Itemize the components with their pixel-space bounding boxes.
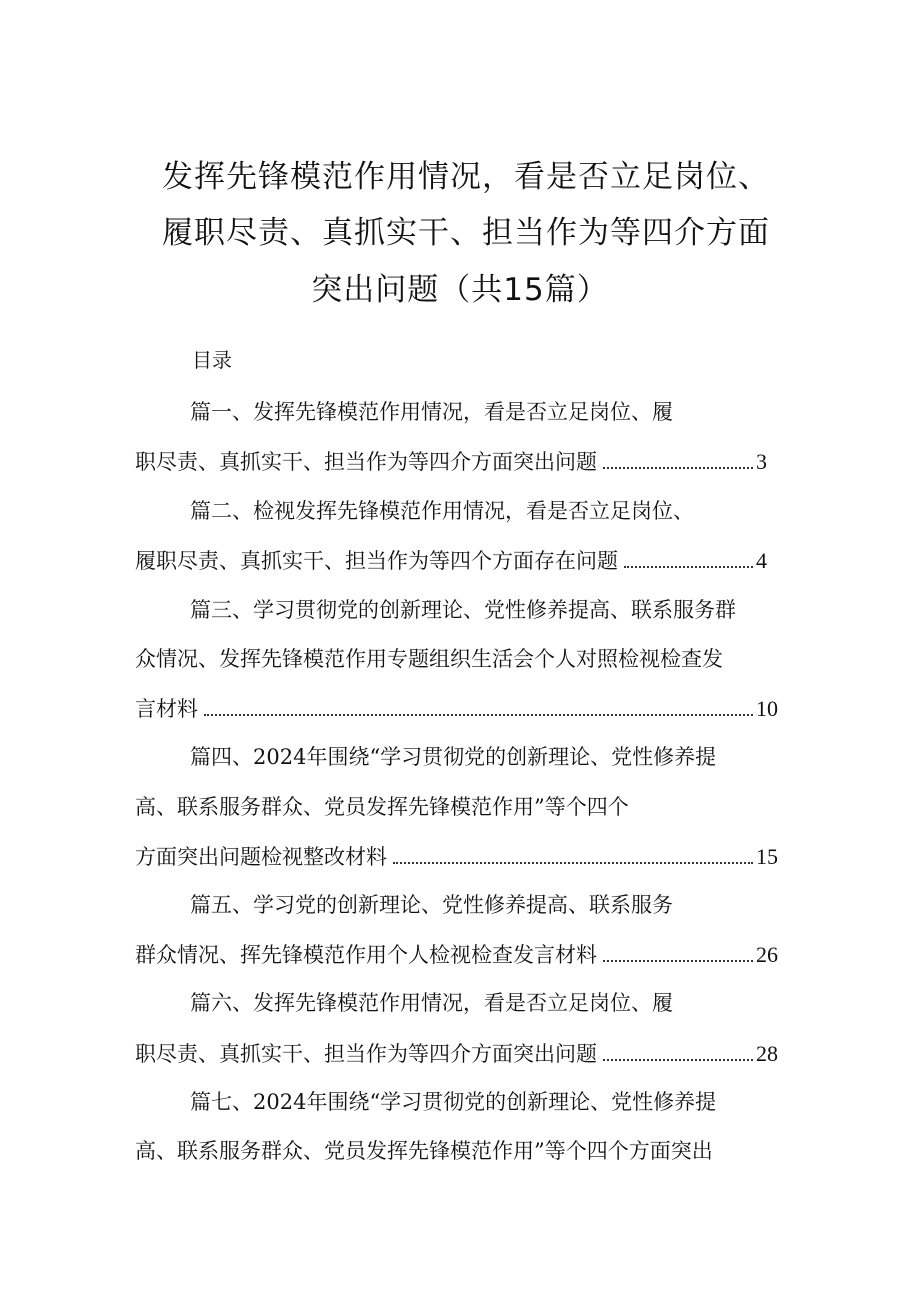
toc-entry-3-line-1[interactable]: 篇三、学习贯彻党的创新理论、党性修养提高、联系服务群 bbox=[190, 598, 736, 622]
toc-entry-4-text: 方面突出问题检视整改材料 bbox=[135, 845, 387, 869]
toc-entry-1-page: 3 bbox=[756, 449, 767, 474]
document-title-line-3: 突出问题（共15篇） bbox=[311, 272, 609, 308]
toc-leader-dots bbox=[624, 566, 753, 568]
toc-entry-3-last-line[interactable] bbox=[135, 698, 778, 720]
toc-entry-4-page: 15 bbox=[756, 844, 778, 869]
document-title-line-1: 发挥先锋模范作用情况，看是否立足岗位、 bbox=[162, 159, 770, 195]
toc-entry-5-line-1[interactable]: 篇五、学习党的创新理论、党性修养提高、联系服务 bbox=[190, 893, 673, 917]
toc-entry-6-text: 职尽责、真抓实干、担当作为等四介方面突出问题 bbox=[135, 1042, 597, 1066]
toc-leader-dots bbox=[393, 862, 753, 864]
toc-entry-3-text: 言材料 bbox=[135, 697, 198, 721]
toc-entry-2-text: 履职尽责、真抓实干、担当作为等四个方面存在问题 bbox=[135, 549, 618, 573]
toc-entry-5-text: 群众情况、挥先锋模范作用个人检视检查发言材料 bbox=[135, 943, 597, 967]
toc-entry-5-last-line[interactable] bbox=[135, 944, 778, 966]
toc-entry-4-line-1[interactable]: 篇四、2024年围绕“学习贯彻党的创新理论、党性修养提 bbox=[190, 745, 717, 769]
toc-entry-7-line-1[interactable]: 篇七、2024年围绕“学习贯彻党的创新理论、党性修养提 bbox=[190, 1090, 717, 1114]
toc-entry-1-last-line[interactable] bbox=[135, 451, 767, 473]
toc-entry-2-last-line[interactable] bbox=[135, 550, 767, 572]
toc-entry-2-page: 4 bbox=[756, 548, 767, 573]
toc-leader-dots bbox=[603, 467, 753, 469]
toc-leader-dots bbox=[204, 714, 753, 716]
toc-entry-6-last-line[interactable] bbox=[135, 1043, 778, 1065]
toc-entry-6-line-1[interactable]: 篇六、发挥先锋模范作用情况，看是否立足岗位、履 bbox=[190, 991, 673, 1015]
toc-entry-1-text: 职尽责、真抓实干、担当作为等四介方面突出问题 bbox=[135, 450, 597, 474]
toc-entry-7-line-2[interactable]: 高、联系服务群众、党员发挥先锋模范作用”等个四个方面突出 bbox=[135, 1139, 713, 1163]
toc-leader-dots bbox=[603, 1059, 753, 1061]
toc-entry-6-page: 28 bbox=[756, 1041, 778, 1066]
toc-entry-1-line-1[interactable]: 篇一、发挥先锋模范作用情况，看是否立足岗位、履 bbox=[190, 400, 673, 424]
document-title-line-2: 履职尽责、真抓实干、担当作为等四介方面 bbox=[162, 215, 770, 251]
toc-entry-2-line-1[interactable]: 篇二、检视发挥先锋模范作用情况，看是否立足岗位、 bbox=[190, 499, 694, 523]
toc-entry-4-last-line[interactable] bbox=[135, 846, 778, 868]
toc-entry-3-line-2[interactable]: 众情况、发挥先锋模范作用专题组织生活会个人对照检视检查发 bbox=[135, 647, 723, 671]
toc-entry-3-page: 10 bbox=[756, 696, 778, 721]
toc-entry-4-line-2[interactable]: 高、联系服务群众、党员发挥先锋模范作用”等个四个 bbox=[135, 795, 629, 819]
toc-entry-5-page: 26 bbox=[756, 942, 778, 967]
toc-leader-dots bbox=[603, 960, 753, 962]
toc-heading: 目录 bbox=[192, 348, 232, 372]
